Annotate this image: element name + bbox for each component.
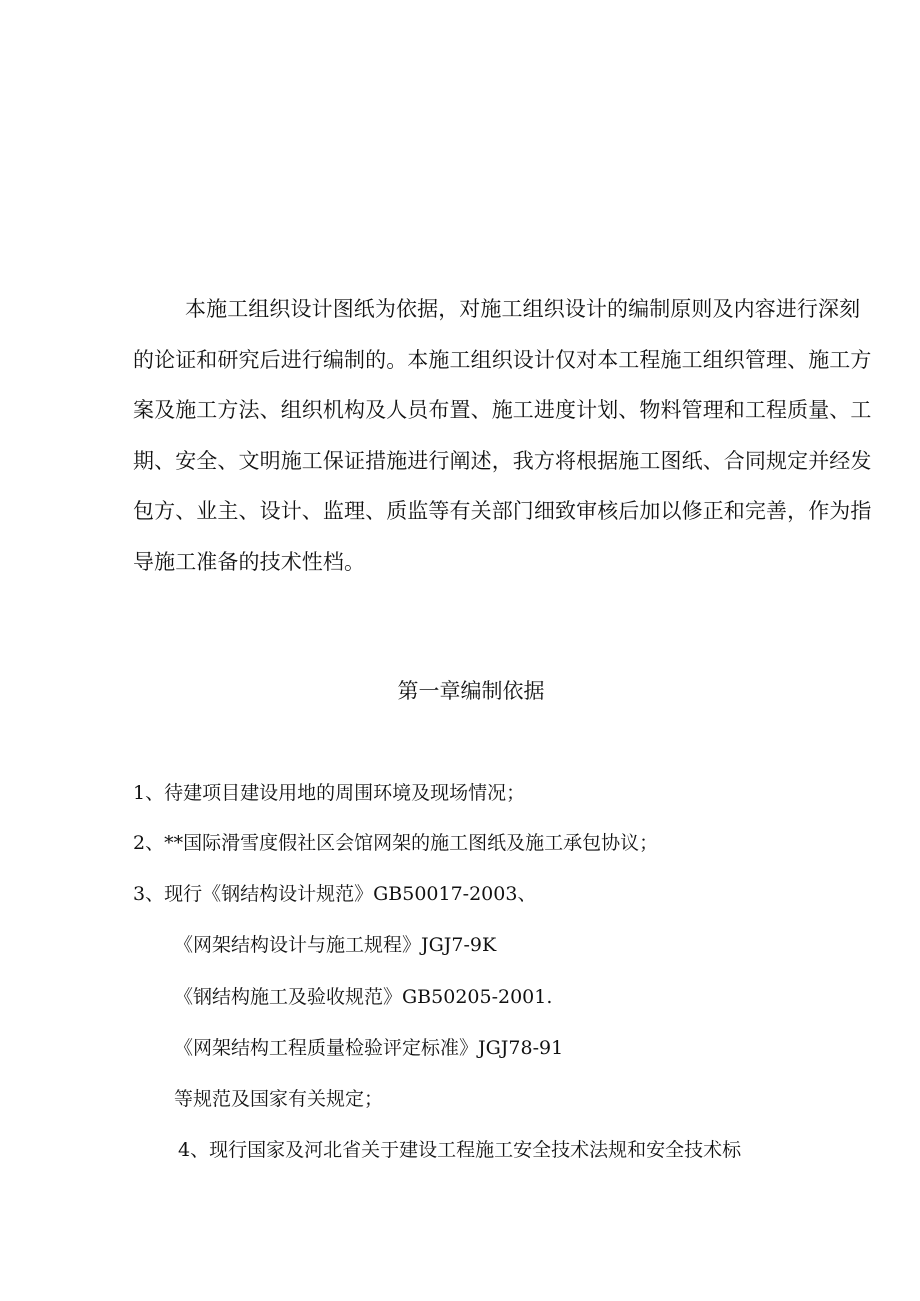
basis-item-2: 2、**国际滑雪度假社区会馆网架的施工图纸及施工承包协议； — [133, 832, 659, 854]
basis-item-3-standard-1: 《网架结构设计与施工规程》JGJ7-9K — [174, 934, 497, 956]
intro-line: 的论证和研究后进行编制的。本施工组织设计仅对本工程施工组织管理、施工方 — [133, 347, 872, 372]
basis-item-4: 4、现行国家及河北省关于建设工程施工安全技术法规和安全技术标 — [178, 1139, 742, 1161]
basis-item-1: 1、待建项目建设用地的周围环境及现场情况； — [133, 782, 526, 804]
intro-line: 导施工准备的技术性档。 — [133, 549, 366, 574]
chapter-title: 第一章编制依据 — [397, 679, 545, 703]
intro-paragraph — [133, 284, 872, 587]
intro-line: 本施工组织设计图纸为依据，对施工组织设计的编制原则及内容进行深刻 — [185, 297, 861, 321]
basis-item-3-standard-3: 《网架结构工程质量检验评定标准》JGJ78-91 — [174, 1037, 564, 1059]
intro-line: 期、安全、文明施工保证措施进行阐述，我方将根据施工图纸、合同规定并经发 — [133, 448, 872, 473]
intro-line: 包方、业主、设计、监理、质监等有关部门细致审核后加以修正和完善，作为指 — [133, 499, 872, 523]
intro-line: 案及施工方法、组织机构及人员布置、施工进度计划、物料管理和工程质量、工 — [133, 398, 872, 422]
basis-item-3-tail: 等规范及国家有关规定； — [174, 1088, 384, 1110]
basis-item-3: 3、现行《钢结构设计规范》GB50017-2003、 — [133, 883, 537, 905]
basis-item-3-standard-2: 《钢结构施工及验收规范》GB50205-2001. — [174, 986, 553, 1008]
